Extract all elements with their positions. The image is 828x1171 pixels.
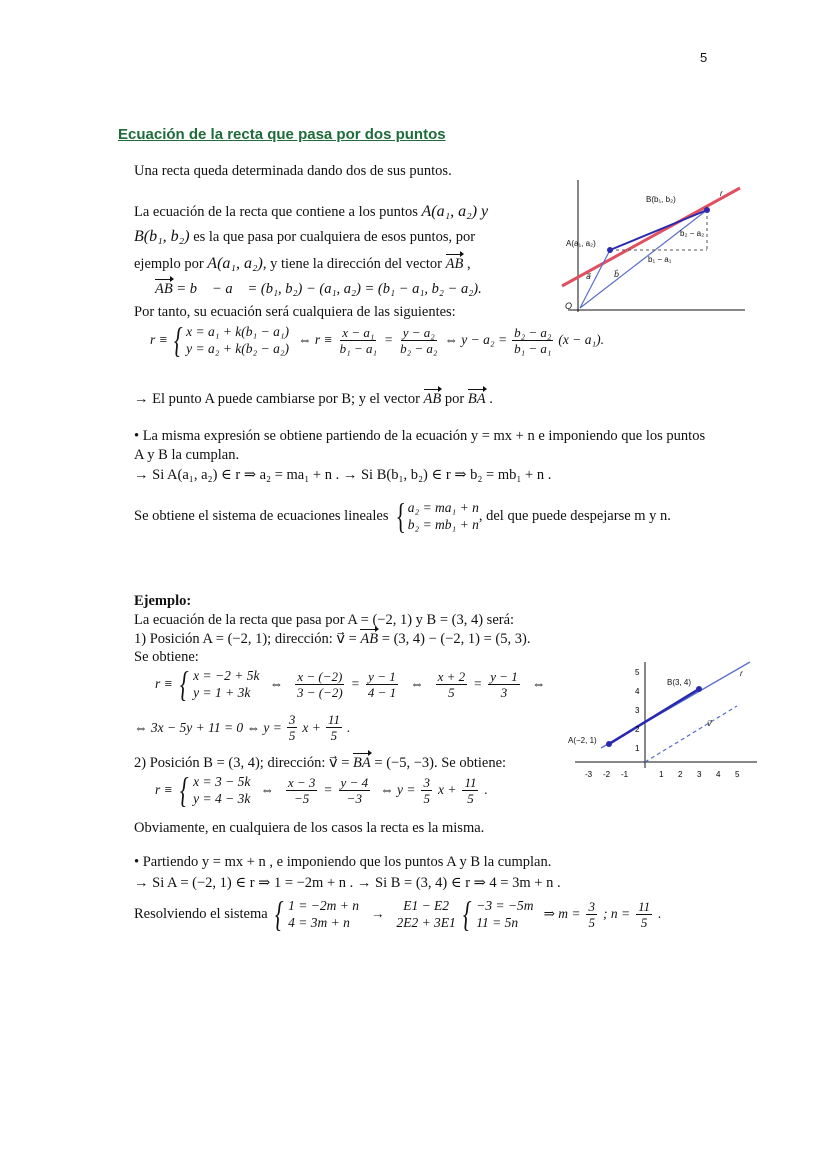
p2-text: Por tanto, su ecuación será cualquiera de las siguientes: [134, 304, 456, 320]
p1-point-b: B(b₁, b₂) [134, 228, 190, 245]
exeq1-frac1 [295, 669, 345, 700]
eq1-tail: (x − a₁). [558, 332, 605, 347]
resolv-op1: E1 − E2 [403, 898, 450, 913]
figure-line-general [560, 178, 750, 318]
bullet1b: A y B la cumplan. [134, 447, 240, 463]
fig2-xtick: 2 [678, 770, 683, 779]
exeq3-f3n: 3 [423, 774, 430, 790]
fig1-vector-a [580, 250, 610, 308]
p1-d: , y tiene la dirección del vector [262, 256, 443, 272]
exeq2-f2n: 11 [327, 712, 340, 727]
exeq3-f4d: 5 [467, 790, 474, 806]
exeq3-f1d: −5 [294, 790, 310, 806]
fig2-ytick: 1 [635, 744, 640, 753]
exeq2-frac2 [326, 712, 342, 743]
exeq1-iff3: ⇔ [531, 676, 546, 691]
exeq3-f3d: 5 [423, 790, 430, 806]
ex4a: 2) Posición B = (3, 4); dirección: v⃗ = [134, 755, 350, 771]
fig1-label-origin: O [565, 301, 573, 311]
fig2-ytick: 5 [635, 668, 640, 677]
eq1-frac2 [398, 325, 439, 356]
resolv-s2: 4 = 3m + n [288, 915, 350, 930]
fig2-xtick: -2 [603, 770, 611, 779]
exeq3-f2n: y − 4 [340, 774, 369, 790]
fig1-label-a: A(a₁, a₂) [566, 239, 596, 248]
sys-equations [408, 499, 479, 533]
p1-eq-vec: = b⃗ − a⃗ = (b₁, b₂) − (a₁, a₂) = (b₁ − a₁, b₂ − a₂). [176, 281, 482, 297]
fig2-ytick: 3 [635, 706, 640, 715]
equation-general [150, 322, 604, 358]
exeq3-system [193, 773, 250, 807]
resolv-brace2: { [462, 894, 472, 934]
fig1-label-vec-a: a⃗ [586, 272, 591, 281]
sys-tail: , del que puede despejarse m y n. [478, 507, 671, 524]
fig2-xtick: 1 [659, 770, 664, 779]
resolv-ops [396, 897, 455, 931]
eq1-eq: = [383, 332, 394, 347]
resolv-sep: ; n = [602, 906, 631, 921]
fig2-ytick: 2 [635, 725, 640, 734]
resolv-nn: 11 [638, 898, 651, 914]
fig2-point-b [696, 686, 702, 692]
eq1-f1d: b₁ − a₁ [339, 340, 377, 356]
section-title: Ecuación de la recta que pasa por dos puntos [118, 126, 446, 143]
exeq2-f1n: 3 [288, 712, 296, 727]
fig1-label-b1a1: b₁ − a₁ [648, 255, 672, 264]
note1-ba: BA [467, 391, 486, 407]
sys-brace: { [395, 496, 407, 536]
fig2-vector-ab [609, 689, 699, 744]
exeq2-a: ⇔ 3x − 5y + 11 = 0 ⇔ y = [134, 719, 282, 735]
p1-point-a2: A(a₁, a₂) [207, 255, 263, 272]
exeq3-iff: ⇔ [260, 782, 274, 797]
eq1-frac3 [512, 325, 553, 356]
exeq1-iff1: ⇔ [269, 676, 283, 691]
fig2-xtick: 3 [697, 770, 702, 779]
resolv-t1: −3 = −5m [476, 898, 534, 913]
p1-a: La ecuación de la recta que contiene a los puntos [134, 204, 418, 220]
exeq1-f3d: 5 [448, 684, 455, 700]
fig2-y-ticks [635, 668, 640, 753]
exeq2-frac1 [287, 712, 298, 743]
sys-a: a₂ = ma₁ + n [407, 500, 479, 515]
example-eq3 [155, 772, 488, 808]
p1-line3: ejemplo por A(a₁, a₂), y tiene la dirección del vector AB , [134, 255, 471, 272]
ex5: Obviamente, en cualquiera de los casos la recta es la misma. [134, 820, 485, 836]
eq1-sys1: x = a₁ + k(b₁ − a₁) [186, 324, 290, 339]
resolv-md: 5 [588, 914, 595, 930]
example-eq1 [155, 666, 545, 702]
exeq2-dot: . [346, 719, 351, 735]
exeq1-iff2: ⇔ [410, 676, 424, 691]
exeq1-frac3 [436, 669, 468, 700]
intro-text: Una recta queda determinada dando dos de sus puntos. [134, 163, 452, 179]
exeq1-frac4 [488, 669, 520, 700]
exeq3-eq: = [323, 782, 333, 797]
eq1-r: r ≡ [150, 332, 168, 347]
page-number: 5 [700, 50, 708, 65]
sys-b: b₂ = mb₁ + n [407, 517, 479, 532]
fig2-xtick: 4 [716, 770, 721, 779]
bullet2: • Partiendo y = mx + n , e imponiendo que los puntos A y B la cumplan. [134, 854, 552, 870]
fig2-label-b: B(3, 4) [667, 678, 692, 687]
example-title: Ejemplo: [134, 593, 192, 609]
resolv-frac-m [586, 899, 597, 930]
ex2b: = (3, 4) − (−2, 1) = (5, 3). [381, 631, 531, 647]
ex3: Se obtiene: [134, 649, 199, 665]
fig1-vector-b [580, 210, 707, 308]
exeq3-dot: . [484, 782, 488, 797]
exeq3-frac4 [462, 775, 478, 806]
exeq1-s2: y = 1 + 3k [193, 685, 251, 700]
figure-line-example [565, 660, 765, 785]
exeq1-frac2 [366, 669, 398, 700]
exeq1-f3n: x + 2 [437, 668, 466, 684]
cond1: → Si A(a₁, a₂) ∈ r ⇒ a₂ = ma₁ + n . → Si B(b₁, b₂) ∈ r ⇒ b₂ = mb₁ + n . [134, 467, 552, 483]
exeq1-eq2: = [473, 676, 483, 691]
resolv-op2: 2E2 + 3E1 [396, 915, 456, 930]
fig1-label-vec-b: b⃗ [614, 270, 620, 279]
exeq1-s1: x = −2 + 5k [193, 668, 260, 683]
exeq1-system [193, 667, 259, 701]
fig2-label-a: A(−2, 1) [568, 736, 597, 745]
cond2: → Si A = (−2, 1) ∈ r ⇒ 1 = −2m + n . → Si B = (3, 4) ∈ r ⇒ 4 = 3m + n . [134, 875, 561, 891]
exeq3-r: r ≡ [155, 782, 173, 797]
eq1-iff2: ⇔ y − a₂ = [444, 332, 508, 347]
example-eq2 [134, 712, 350, 743]
bullet1: • La misma expresión se obtiene partiendo de la ecuación y = mx + n e imponiendo que los puntos [134, 428, 706, 444]
p1-c: ejemplo por [134, 256, 204, 272]
ex2 [134, 631, 530, 648]
note1: → El punto A puede cambiarse por B; y el vector AB por BA . [134, 391, 493, 407]
ex4b: = (−5, −3). Se obtiene: [374, 755, 507, 771]
exeq1-f4d: 3 [500, 684, 508, 700]
sys-text: Se obtiene el sistema de ecuaciones lineales [134, 507, 389, 524]
resolv-frac-n [636, 899, 652, 930]
fig2-ytick: 4 [635, 687, 640, 696]
resolv-mn: 3 [588, 898, 595, 914]
resolv-sys1 [288, 897, 359, 931]
fig1-label-b2a2: b₂ − a₂ [680, 229, 705, 238]
fig1-point-a [607, 247, 613, 253]
exeq1-brace: { [179, 664, 189, 704]
p1-b: es la que pasa por cualquiera de esos puntos, por [193, 229, 476, 245]
fig2-xtick: -1 [621, 770, 629, 779]
exeq3-f1n: x − 3 [287, 774, 316, 790]
exeq1-f4n: y − 1 [490, 668, 518, 684]
ex2a: 1) Posición A = (−2, 1); dirección: v⃗ = [134, 631, 357, 647]
note1-por: por [444, 391, 465, 407]
exeq1-f2n: y − 1 [368, 668, 396, 684]
eq1-brace: { [173, 320, 183, 360]
exeq3-f2d: −3 [346, 790, 362, 806]
eq1-f1n: x − a₁ [342, 324, 375, 340]
p1-point-a: A(a₁, a₂) y [421, 203, 489, 220]
ex4 [134, 755, 506, 772]
p1-vector-ab-2: AB [155, 281, 173, 297]
p1-line4 [155, 281, 482, 298]
exeq1-r: r ≡ [155, 676, 173, 691]
ex2-ab: AB [360, 631, 379, 647]
resolve-system [134, 896, 662, 932]
exeq3-frac3 [421, 775, 432, 806]
eq1-f3d: b₁ − a₁ [514, 340, 552, 356]
fig2-label-v: v⃗ [707, 719, 712, 728]
exeq1-eq1: = [350, 676, 360, 691]
exeq3-x: x + [437, 782, 457, 797]
exeq3-s2: y = 4 − 3k [193, 791, 251, 806]
resolv-res: ⇒ m = [543, 906, 581, 921]
fig1-point-b [704, 207, 710, 213]
exeq3-frac1 [286, 775, 318, 806]
fig2-point-a [606, 741, 612, 747]
fig2-xtick: 5 [735, 770, 740, 779]
resolv-end: . [658, 906, 662, 921]
resolv-nd: 5 [640, 914, 648, 930]
p1-vector-ab: AB [445, 256, 464, 272]
eq1-sys2: y = a₂ + k(b₂ − a₂) [186, 341, 290, 356]
fig2-x-ticks [585, 770, 740, 779]
system-line [134, 498, 671, 534]
exeq3-s1: x = 3 − 5k [193, 774, 251, 789]
note1-ab: AB [423, 391, 442, 407]
eq1-f3n: b₂ − a₂ [514, 324, 552, 340]
resolv-t2: 11 = 5n [476, 915, 519, 930]
exeq1-f1d: 3 − (−2) [296, 684, 343, 700]
exeq2-f1d: 5 [288, 728, 296, 743]
eq1-iff1: ⇔ r ≡ [298, 332, 333, 347]
exeq1-f1n: x − (−2) [297, 668, 343, 684]
exeq1-f2d: 4 − 1 [367, 684, 397, 700]
eq1-system [186, 323, 289, 357]
ex4-ba: BA [353, 755, 371, 771]
eq1-f2d: b₂ − a₂ [400, 340, 438, 356]
exeq3-iff2: ⇔ y = [380, 782, 416, 797]
resolv-s1: 1 = −2m + n [288, 898, 359, 913]
eq1-f2n: y − a₂ [402, 324, 435, 340]
exeq3-frac2 [339, 775, 371, 806]
resolv-sys2 [476, 897, 533, 931]
exeq2-x: x + [302, 719, 321, 735]
exeq3-f4n: 11 [464, 774, 477, 790]
fig2-xtick: -3 [585, 770, 593, 779]
resolv-text: Resolviendo el sistema [134, 905, 268, 922]
fig1-label-b: B(b₁, b₂) [646, 195, 676, 204]
fig2-label-r: r [740, 669, 743, 678]
fig1-label-r: r [720, 189, 723, 198]
p1-line1 [134, 203, 488, 221]
p1-line2 [134, 228, 475, 246]
exeq3-brace: { [179, 770, 189, 810]
resolv-arrow: → [370, 906, 385, 921]
ex1: La ecuación de la recta que pasa por A = (−2, 1) y B = (3, 4) será: [134, 612, 515, 628]
eq1-frac1 [338, 325, 379, 356]
resolv-brace1: { [274, 894, 284, 934]
note1-text: → El punto A puede cambiarse por B; y el vector [134, 391, 420, 407]
exeq2-f2d: 5 [330, 728, 338, 743]
